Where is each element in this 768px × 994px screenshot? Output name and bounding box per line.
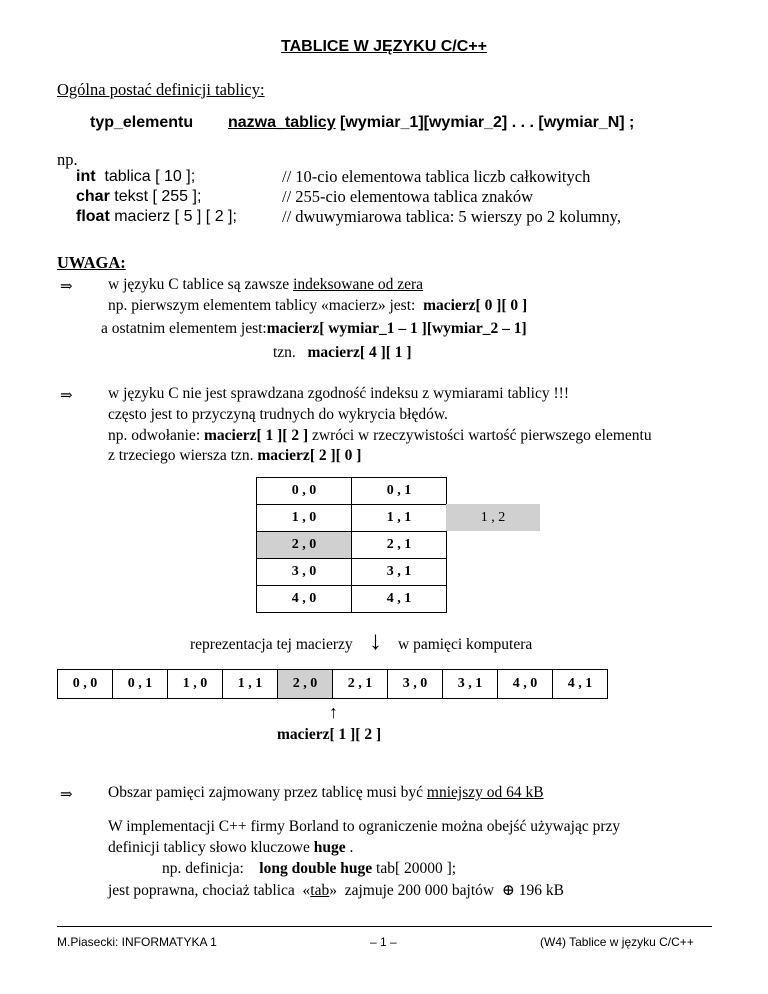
p1-text: w języku C tablice są zawsze [108,276,294,293]
memory-cell: 4 , 0 [498,670,553,699]
p2-text: zwróci w rzeczywistości wartość pierwszego elementu [308,427,652,444]
p3-text: tab[ 20000 ]; [372,860,457,877]
keyword-float: float [76,208,110,225]
uwaga-heading: UWAGA: [57,253,126,272]
repr-right: w pamięci komputera [398,636,533,653]
p2-text: z trzeciego wiersza tzn. [108,447,258,464]
grid-cell: 3 , 0 [257,559,352,586]
implies-arrow-icon: ⇒ [60,279,73,295]
grid-cell: 4 , 1 [352,586,447,613]
footer-author: M.Piasecki: INFORMATYKA 1 [57,935,217,949]
grid-cell: 1 , 1 [352,505,447,532]
p1-line-2 [108,297,527,315]
down-arrow-icon: ↓ [369,626,382,655]
grid-cell: 3 , 1 [352,559,447,586]
p3-line-3 [108,839,353,857]
p3-text: . [345,839,354,856]
grid-row [257,559,447,586]
example-line-1 [76,168,195,186]
page-title: TABLICE W JĘZYKU C/C++ [281,38,487,55]
p1-text: a ostatnim elementem jest: [101,320,267,337]
memory-cells [58,670,608,699]
p3-line-2: W implementacji C++ firmy Borland to ograniczenie można obejść używając przy [108,818,621,835]
repr-left: reprezentacja tej macierzy [190,636,353,653]
p3-underlined: tab [310,882,330,899]
syntax-name: nazwa_tablicy [228,114,336,131]
grid-row [257,478,447,505]
p3-text: » zajmuje 200 000 bajtów ⊕ 196 kB [329,882,564,899]
p2-line-1: w języku C nie jest sprawdzana zgodność indeksu z wymiarami tablicy !!! [108,385,569,402]
p1-bold: macierz[ 4 ][ 1 ] [307,344,412,361]
memory-cell: 0 , 0 [58,670,113,699]
p1-line-4 [273,344,412,362]
grid-cell: 2 , 1 [352,532,447,559]
implies-arrow-icon: ⇒ [60,787,73,803]
syntax-dims: [wymiar_1][wymiar_2] . . . [wymiar_N] ; [335,114,635,131]
p1-text: np. pierwszym elementem tablicy «macierz» jest: [108,297,424,314]
syntax-type: typ_elementu [90,114,194,131]
example-code: tablica [ 10 ]; [95,168,196,185]
syntax-line [228,114,634,132]
p3-line-1 [108,784,544,802]
example-comment-1: // 10-cio elementowa tablica liczb całkowitych [282,167,591,186]
memory-row [57,669,608,699]
memory-cell: 2 , 1 [333,670,388,699]
footer-chapter: (W4) Tablice w języku C/C++ [540,935,694,949]
p3-line-4 [162,860,456,878]
grid-row [257,505,447,532]
grid-cell: 0 , 0 [257,478,352,505]
example-line-2 [76,188,201,206]
example-comment-2: // 255-cio elementowa tablica znaków [282,187,534,206]
memory-cell: 4 , 1 [553,670,608,699]
implies-arrow-icon: ⇒ [60,388,73,404]
p1-bold: macierz[ 0 ][ 0 ] [423,297,528,314]
mem-pointer-label: macierz[ 1 ][ 2 ] [277,726,382,743]
p3-underlined: mniejszy od 64 kB [426,784,544,801]
memory-cell: 3 , 0 [388,670,443,699]
grid-extra-cell: 1 , 2 [446,504,540,531]
p1-bold: macierz[ wymiar_1 – 1 ][wymiar_2 – 1] [266,320,527,337]
p2-line-2: często jest to przyczyną trudnych do wykrycia błędów. [108,406,448,423]
p3-text: Obszar pamięci zajmowany przez tablicę musi być [108,784,427,801]
p1-underlined: indeksowane od zera [293,276,424,293]
p1-line-3 [101,320,527,338]
memory-cell-highlighted: 2 , 0 [278,670,333,699]
p2-bold: macierz[ 2 ][ 0 ] [257,447,362,464]
matrix-grid [256,477,447,613]
section-heading: Ogólna postać definicji tablicy: [57,80,265,99]
p3-bold: long double huge [259,860,373,877]
memory-cell: 1 , 1 [223,670,278,699]
memory-cell: 3 , 1 [443,670,498,699]
examples-np: np. [57,150,78,169]
p2-text: np. odwołanie: [108,427,204,444]
p3-text: jest poprawna, chociaż tablica « [108,882,311,899]
example-code: macierz [ 5 ] [ 2 ]; [109,208,237,225]
keyword-int: int [76,168,96,185]
memory-cell: 1 , 0 [168,670,223,699]
example-line-3 [76,208,237,226]
p2-bold: macierz[ 1 ][ 2 ] [204,427,309,444]
grid-cell: 1 , 0 [257,505,352,532]
keyword-char: char [76,188,110,205]
p2-line-4 [108,447,361,465]
p1-text: tzn. [273,344,308,361]
up-arrow-icon: ↑ [329,702,338,722]
grid-row [257,586,447,613]
example-code: tekst [ 255 ]; [109,188,202,205]
grid-cell: 0 , 1 [352,478,447,505]
p3-text: np. definicja: [162,860,260,877]
p3-line-5 [108,881,564,900]
p3-bold: huge [313,839,346,856]
p3-text: definicji tablicy słowo kluczowe [108,839,314,856]
footer-rule [57,926,712,927]
memory-cell: 0 , 1 [113,670,168,699]
p2-line-3 [108,427,652,445]
example-comment-3: // dwuwymiarowa tablica: 5 wierszy po 2 kolumny, [282,207,621,226]
grid-row [257,532,447,559]
grid-cell: 4 , 0 [257,586,352,613]
p1-line-1 [108,276,423,294]
grid-cell-highlighted: 2 , 0 [257,532,352,559]
footer-page-number: – 1 – [370,935,397,949]
